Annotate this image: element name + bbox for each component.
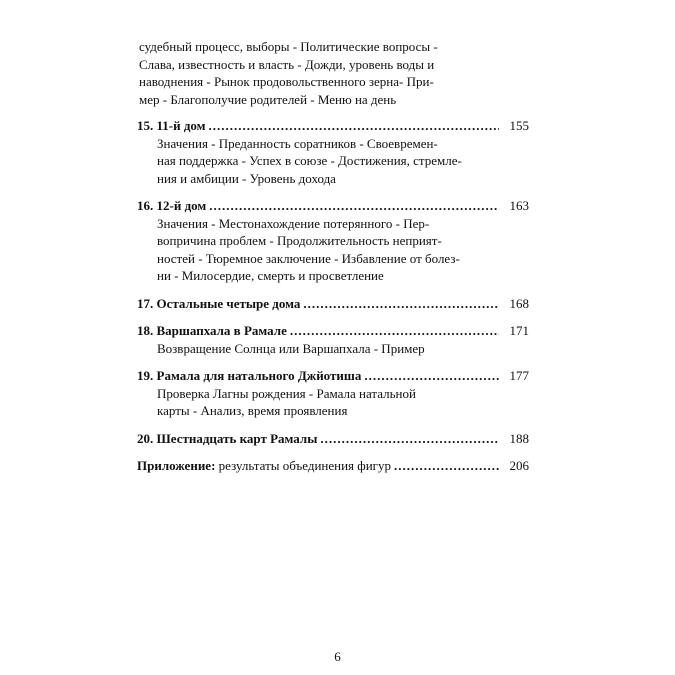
description-line: мер - Благополучие родителей - Меню на день <box>139 91 397 107</box>
toc-entry-heading <box>137 197 529 215</box>
toc-entry-17 <box>137 295 529 313</box>
toc-entry-heading <box>137 457 529 475</box>
toc-entry-16 <box>137 197 529 285</box>
toc-entry-page: 188 <box>509 430 529 446</box>
appendix-title-bold: Приложение: <box>137 458 216 473</box>
description-line: ная поддержка - Успех в союзе - Достижения, стремле- <box>157 153 462 168</box>
description-line: Значения - Преданность соратников - Своевремен- <box>157 135 438 151</box>
dot-leader <box>209 117 499 135</box>
description-line: Слава, известность и власть - Дожди, уровень воды и <box>139 56 435 72</box>
appendix-title-rest: результаты объединения фигур <box>215 458 392 473</box>
description-line: ностей - Тюремное заключение - Избавление от болез- <box>157 250 460 266</box>
toc-entry-20 <box>137 430 529 448</box>
description-line: вопричина проблем - Продолжительность неприят- <box>157 233 442 248</box>
dot-leader <box>290 322 499 340</box>
toc-entry-18 <box>137 322 529 357</box>
toc-entry-title <box>137 457 391 475</box>
toc-entry-description <box>157 215 529 285</box>
toc-entry-page: 168 <box>509 295 529 311</box>
dot-leader <box>209 197 499 215</box>
toc-entry-appendix <box>137 457 529 475</box>
description-line: ния и амбиции - Уровень дохода <box>157 170 336 186</box>
table-of-contents <box>137 38 529 475</box>
toc-entry-title: 20. Шестнадцать карт Рамалы <box>137 430 318 446</box>
description-line: Значения - Местонахождение потерянного - Пер- <box>157 215 430 231</box>
description-line: судебный процесс, выборы - Политические вопросы - <box>139 39 438 54</box>
toc-entry-title: 15. 11-й дом <box>137 118 206 133</box>
toc-entry-page: 171 <box>509 323 529 338</box>
description-line: наводнения - Рынок продовольственного зерна- При- <box>139 74 434 89</box>
toc-entry-title: 18. Варшапхала в Рамале <box>137 323 287 338</box>
toc-entry-description <box>157 135 529 188</box>
toc-entry-page: 206 <box>509 458 529 473</box>
toc-entry-page: 163 <box>509 198 529 213</box>
toc-entry-heading <box>137 117 529 135</box>
dot-leader <box>364 367 499 385</box>
toc-entry-description <box>157 385 529 420</box>
toc-entry-15 <box>137 117 529 187</box>
toc-entry-title: 17. Остальные четыре дома <box>137 295 301 311</box>
dot-leader <box>320 430 499 448</box>
description-line: ни - Милосердие, смерть и просветление <box>157 268 384 283</box>
toc-entry-heading <box>137 430 529 448</box>
dot-leader <box>303 295 499 313</box>
toc-entry-page: 177 <box>509 368 529 383</box>
toc-entry-title: 19. Рамала для натального Джйотиша <box>137 368 362 383</box>
description-line: Проверка Лагны рождения - Рамала натальной <box>157 385 416 401</box>
toc-entry-19 <box>137 367 529 420</box>
description-line: Возвращение Солнца или Варшапхала - Пример <box>157 340 425 356</box>
toc-entry-heading <box>137 322 529 340</box>
toc-entry-heading <box>137 367 529 385</box>
description-line: карты - Анализ, время проявления <box>157 403 348 418</box>
page-number: 6 <box>334 649 341 664</box>
toc-entry-title: 16. 12-й дом <box>137 198 207 213</box>
toc-entry-description <box>157 340 529 358</box>
continued-entry-description <box>139 38 529 108</box>
toc-entry-page: 155 <box>509 118 529 133</box>
dot-leader <box>394 457 499 475</box>
toc-entry-heading <box>137 295 529 313</box>
